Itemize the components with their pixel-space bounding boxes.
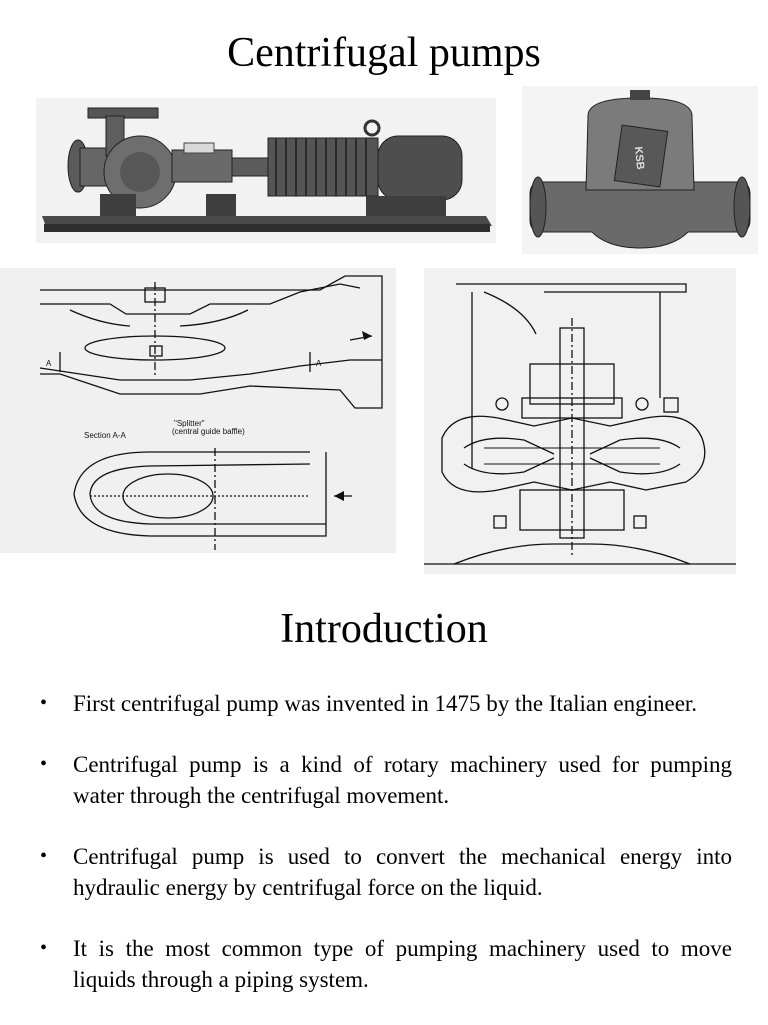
double-suction-pump-drawing: [424, 268, 736, 574]
section-marker-a-left: A: [46, 359, 52, 368]
list-item: [40, 933, 732, 995]
splitter-note: (central guide baffle): [172, 427, 245, 436]
inline-pump-photo: [522, 86, 758, 254]
horizontal-pump-photo: [36, 98, 496, 243]
section-heading: Introduction: [280, 606, 488, 652]
bullet-list: [40, 688, 732, 1025]
bullet-dot: •: [40, 692, 48, 714]
list-item: [40, 688, 732, 719]
bullet-text: First centrifugal pump was invented in 1475 by the Italian engineer.: [73, 691, 698, 716]
brand-label: KSB: [631, 145, 647, 171]
section-label: Section A-A: [84, 431, 126, 440]
list-item: [40, 841, 732, 903]
splitter-label: "Splitter": [174, 419, 205, 428]
bullet-dot: •: [40, 845, 48, 867]
list-item: [40, 749, 732, 811]
bullet-text: Centrifugal pump is used to convert the mechanical energy into hydraulic energy by centrifugal force on the liquid.: [73, 844, 732, 900]
page-title: Centrifugal pumps: [227, 30, 541, 76]
bullet-text: Centrifugal pump is a kind of rotary machinery used for pumping water through the centrifugal movement.: [73, 752, 732, 808]
bullet-dot: •: [40, 937, 48, 959]
bullet-text: It is the most common type of pumping machinery used to move liquids through a piping system.: [73, 936, 732, 992]
section-marker-a-right: A: [316, 359, 322, 368]
bullet-dot: •: [40, 753, 48, 775]
splitter-cross-section-drawing: [0, 268, 396, 553]
